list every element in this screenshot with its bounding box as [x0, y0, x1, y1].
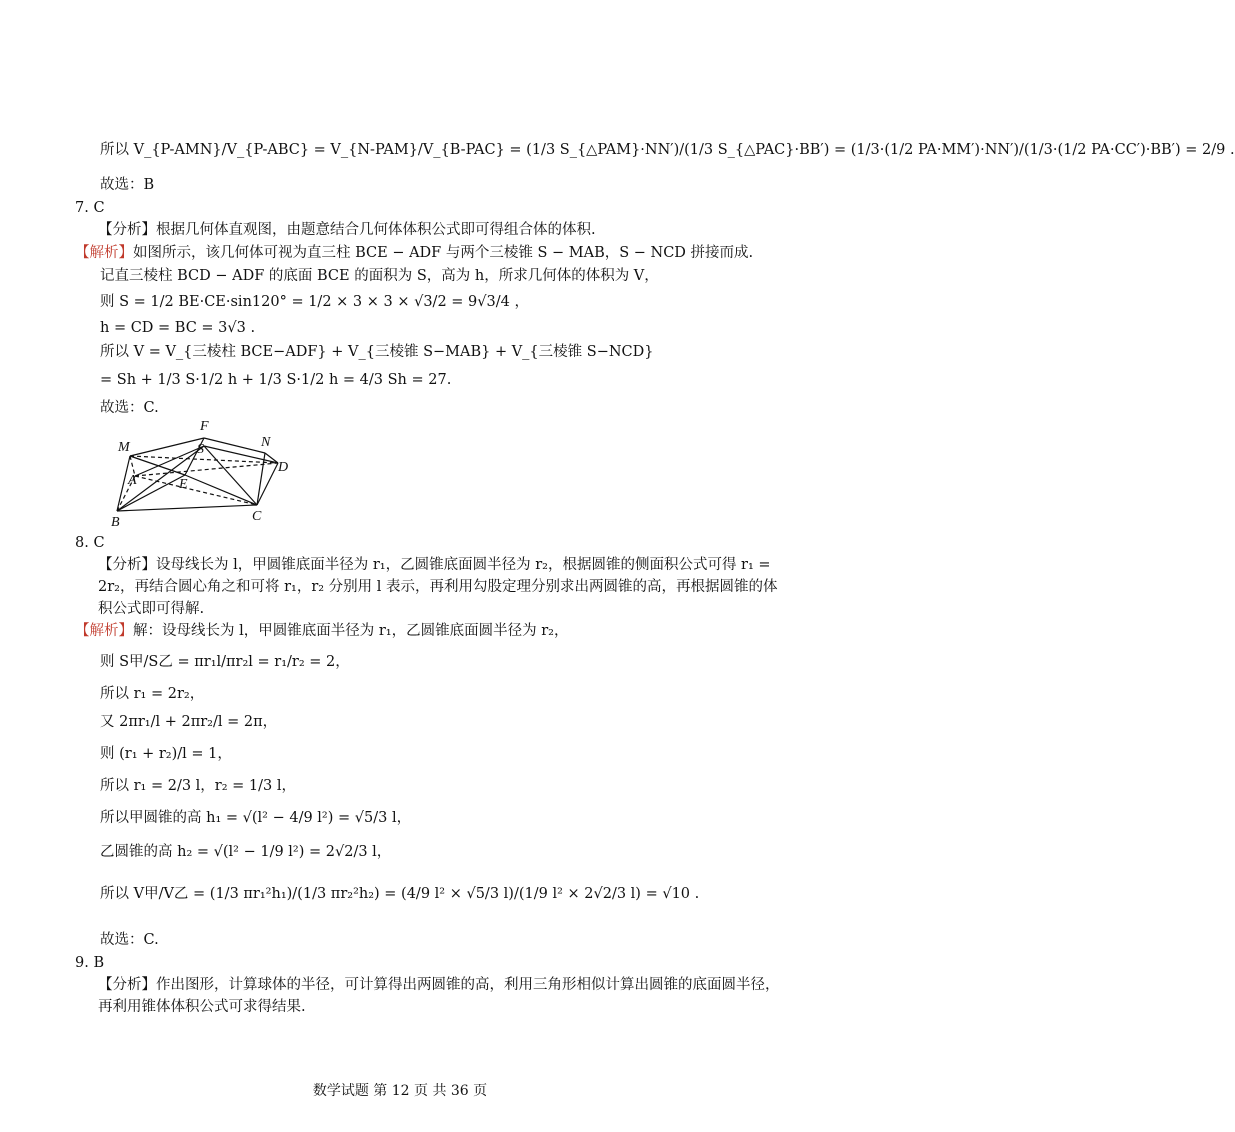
- equation-line: 则 (r₁ + r₂)/l = 1，: [100, 746, 232, 762]
- text-line: 如图所示，该几何体可视为直三柱 BCE − ADF 与两个三棱锥 S − MAB，S − NCD 拼接而成.: [133, 245, 754, 261]
- equation-line-volume-ratio: [100, 130, 1235, 170]
- analysis-line: 【分析】设母线长为 l，甲圆锥底面半径为 r₁，乙圆锥底面圆半径为 r₂，根据圆锥的侧面积公式可得 r₁ =: [98, 557, 771, 573]
- text-line: 故选：C.: [100, 400, 159, 416]
- equation-line: 乙圆锥的高 h₂ = √(l² − 1/9 l²) = 2√2/3 l，: [100, 844, 392, 860]
- question-number: 8. C: [75, 535, 105, 551]
- equation-line: = Sh + 1/3 S·1/2 h + 1/3 S·1/2 h = 4/3 Sh = 27.: [100, 372, 452, 388]
- equation-line: 所以 V = V_{三棱柱 BCE−ADF} + V_{三棱锥 S−MAB} + V_{三棱锥 S−NCD}: [100, 344, 654, 360]
- question-number: 9. B: [75, 955, 105, 971]
- solution-line: [75, 621, 568, 641]
- text-line: 所以 V_{P-AMN}/V_{P-ABC} = V_{N-PAM}/V_{B-PAC} = (1/3 S_{△PAM}·NN′)/(1/3 S_{△PAC}·BB′) = (1/3·(1/2 PA·MM′)·NN′)/(1/3·(1/2 PA·CC′)·BB′) = 2/9 .: [100, 142, 1235, 158]
- text-line: 故选：B: [100, 177, 155, 193]
- equation-line: h = CD = BC = 3√3 .: [100, 320, 256, 336]
- equation-line: 所以 r₁ = 2/3 l，r₂ = 1/3 l，: [100, 778, 296, 794]
- vertex-label-D: D: [278, 460, 289, 475]
- equation-line: 所以 r₁ = 2r₂，: [100, 686, 205, 702]
- solution-tag: 【解析】: [75, 623, 133, 639]
- equation-line: 则 S甲/S乙 = πr₁l/πr₂l = r₁/r₂ = 2，: [100, 654, 350, 670]
- analysis-line: 【分析】根据几何体直观图，由题意结合几何体体积公式即可得组合体的体积.: [98, 222, 596, 238]
- vertex-label-N: N: [261, 435, 271, 450]
- geometry-figure: [100, 418, 300, 530]
- vertex-label-F: F: [200, 419, 209, 434]
- equation-line: 所以 V甲/V乙 = (1/3 πr₁²h₁)/(1/3 πr₂²h₂) = (4/9 l² × √5/3 l)/(1/9 l² × 2√2/3 l) = √10 .: [100, 886, 700, 902]
- solution-tag: 【解析】: [75, 245, 133, 261]
- analysis-line: 【分析】作出图形，计算球体的半径，可计算得出两圆锥的高，利用三角形相似计算出圆锥的底面圆半径，: [98, 977, 780, 993]
- page-footer: 数学试题 第 12 页 共 36 页: [312, 1083, 488, 1099]
- analysis-line: 2r₂，再结合圆心角之和可将 r₁，r₂ 分别用 l 表示，再利用勾股定理分别求出两圆锥的高，再根据圆锥的体: [98, 579, 778, 595]
- equation-line: 所以甲圆锥的高 h₁ = √(l² − 4/9 l²) = √5/3 l，: [100, 810, 412, 826]
- vertex-label-C: C: [252, 509, 262, 524]
- vertex-label-E: E: [179, 477, 188, 492]
- vertex-label-S: S: [197, 442, 204, 457]
- analysis-line: 再利用锥体体积公式可求得结果.: [98, 999, 306, 1015]
- vertex-label-A: A: [128, 473, 137, 488]
- equation-line: 则 S = 1/2 BE·CE·sin120° = 1/2 × 3 × 3 × √3/2 = 9√3/4 ，: [100, 294, 529, 310]
- text-line: 解：设母线长为 l，甲圆锥底面半径为 r₁，乙圆锥底面圆半径为 r₂，: [133, 623, 569, 639]
- solution-line: [75, 243, 753, 263]
- analysis-line: 积公式即可得解.: [98, 601, 205, 617]
- equation-line: 又 2πr₁/l + 2πr₂/l = 2π，: [100, 714, 278, 730]
- vertex-label-B: B: [111, 515, 120, 530]
- text-line: 故选：C.: [100, 932, 159, 948]
- text-line: 记直三棱柱 BCD − ADF 的底面 BCE 的面积为 S，高为 h，所求几何体的体积为 V，: [100, 268, 659, 284]
- question-number: 7. C: [75, 200, 105, 216]
- vertex-label-M: M: [118, 440, 130, 455]
